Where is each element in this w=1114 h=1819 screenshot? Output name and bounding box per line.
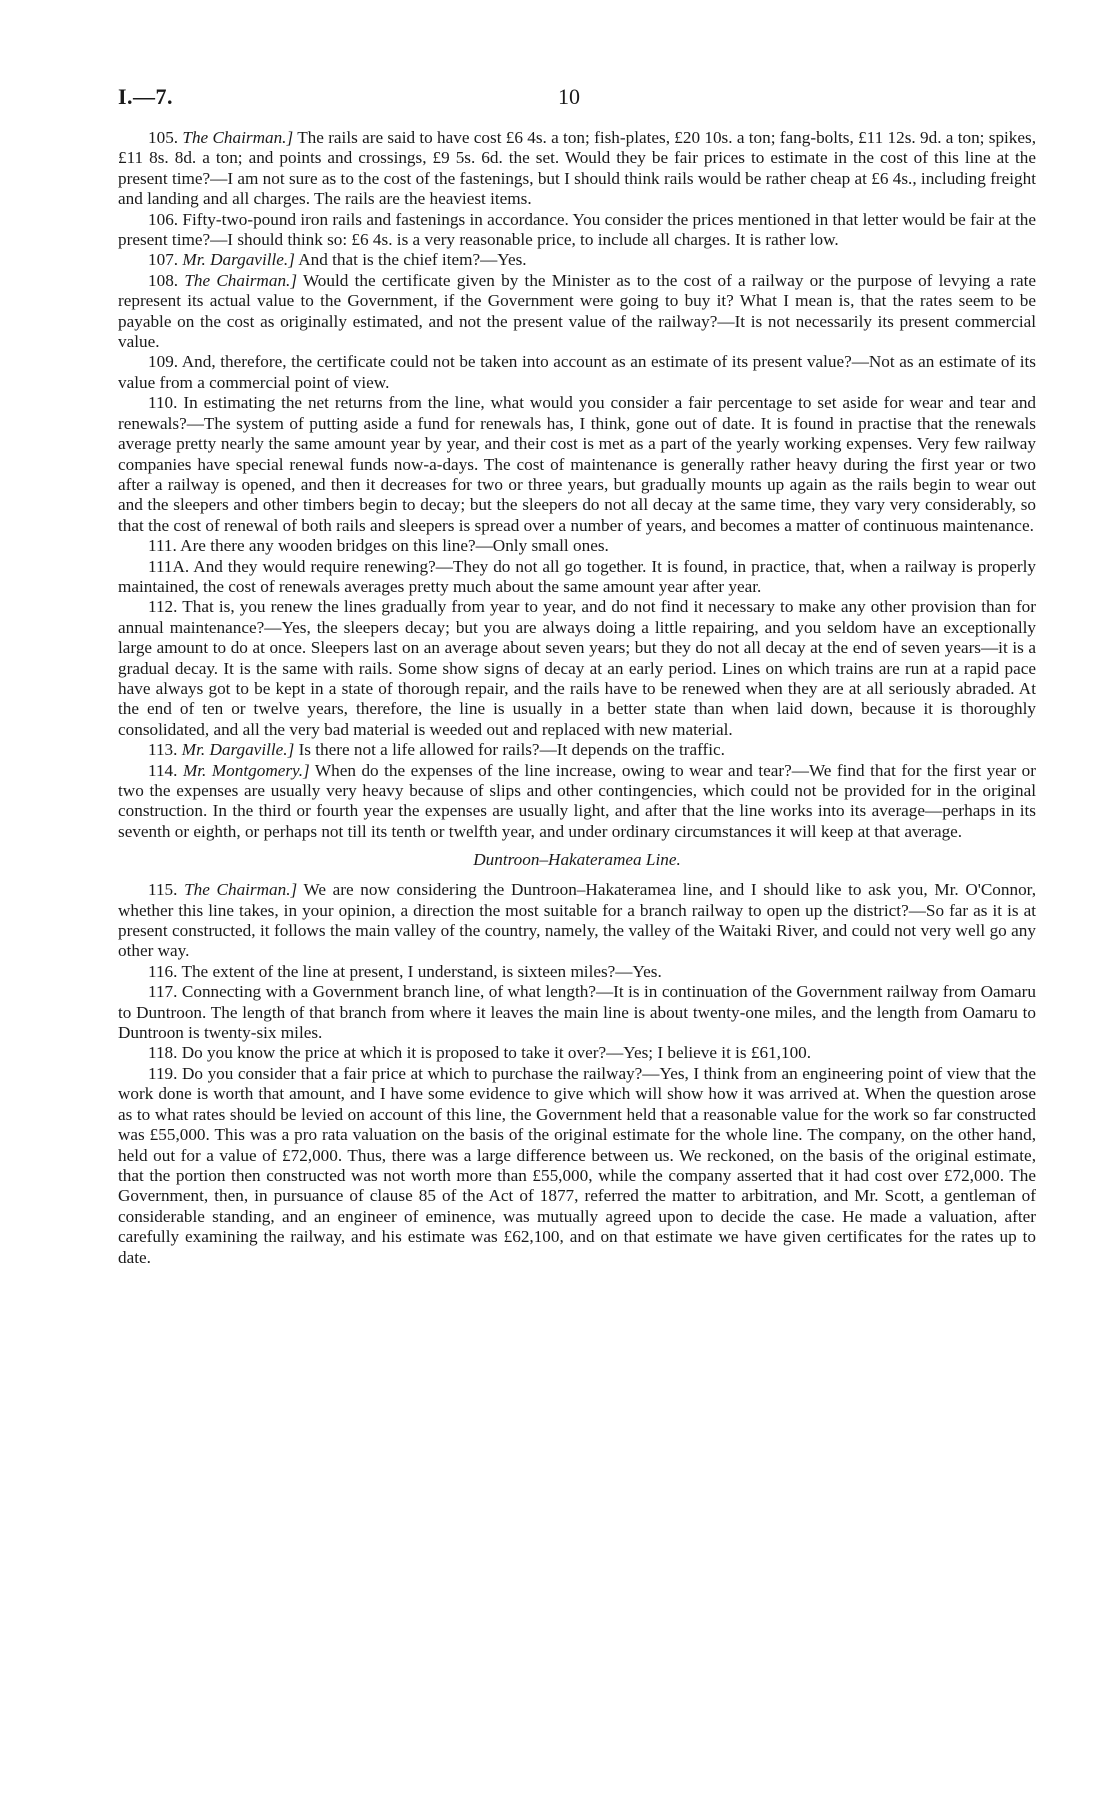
speaker-name: The Chairman.] (182, 128, 294, 147)
paragraph (118, 271, 1036, 353)
question-number: 116. (148, 961, 178, 981)
paragraph-text: And, therefore, the certificate could not be taken into account as an estimate of its present value?—Not as an estimate of its value from a commercial point of view. (118, 352, 1036, 392)
paragraph-text: Fifty-two-pound iron rails and fastenings in accordance. You consider the prices mentioned in that letter would be fair at the present time?—I should think so: £6 4s. is a very reasonable price, to include all charges. It is rather low. (118, 209, 1037, 250)
paragraph (118, 761, 1036, 843)
page-header (118, 84, 1036, 114)
question-number: 111. (148, 536, 177, 556)
paragraph-text: Connecting with a Government branch line, of what length?—It is in continuation of the Government railway from Oamaru to Duntroon. The length of that branch from where it leaves the main line is about twenty-one miles, and the length from Oamaru to Duntroon is twenty-six miles. (118, 982, 1036, 1043)
paragraph (118, 880, 1036, 962)
paragraph-text: And they would require renewing?—They do not all go together. It is found, in practice, that, when a railway is properly maintained, the cost of renewals averages pretty much about the same amount year after year. (118, 556, 1036, 596)
paragraph-text: When do the expenses of the line increase, owing to wear and tear?—We find that for the first year or two the expenses are usually very heavy because of slips and other contingencies, which could not be provided for in the original construction. In the third or fourth year the expenses are usually light, and after that the line works into its average—perhaps in its seventh or eighth, or perhaps not till its tenth or twelfth year, and under ordinary circumstances it will keep at that average. (118, 760, 1036, 841)
speaker-name: Mr. Dargaville.] (181, 740, 295, 760)
question-number: 106. (148, 209, 179, 229)
question-number: 112. (148, 597, 178, 617)
paragraph-text: And that is the chief item?—Yes. (298, 250, 527, 270)
question-number: 118. (148, 1043, 178, 1063)
paragraph (118, 1064, 1036, 1268)
page-number: 10 (558, 84, 580, 109)
paragraph-text: Do you consider that a fair price at which to purchase the railway?—Yes, I think from an engineering point of view that the work done is worth that amount, and I have some evidence to give which will show how it was arrived at. When the question arose as to what rates should be levied on account of this line, the Government held that a reasonable value for the work so far constructed was £55,000. This was a pro rata valuation on the basis of the original estimate for the whole line. The company, on the other hand, held out for a value of £72,000. Thus, there was a large difference between us. We reckoned, on the basis of the original estimate, that the portion then constructed was not worth more than £55,000, while the company asserted that it had cost over £72,000. The Government, then, in pursuance of clause 85 of the Act of 1877, referred the matter to arbitration, and Mr. Scott, a gentleman of considerable standing, and an engineer of eminence, was mutually agreed upon to decide the case. He made a valuation, after carefully examining the railway, and his estimate was £62,100, and on that estimate we have given certificates for the rates up to date. (118, 1063, 1036, 1267)
question-number: 114. (148, 760, 178, 780)
paragraph-text: Do you know the price at which it is proposed to take it over?—Yes; I believe it is £61,100. (181, 1043, 812, 1063)
question-number: 107. (148, 250, 179, 270)
speaker-name: Mr. Montgomery.] (182, 760, 310, 780)
paragraph-text: We are now considering the Duntroon–Hakateramea line, and I should like to ask you, Mr. O'Connor, whether this line takes, in your opinion, a direction the most suitable for a branch railway to open up the district?—So far as it is at present constructed, it follows the main valley of the country, namely, the valley of the Waitaki River, and could not very well go any other way. (118, 880, 1036, 961)
question-number: 105. (148, 128, 179, 147)
document-page (118, 84, 1036, 1268)
paragraph (118, 128, 1036, 210)
paragraph (118, 210, 1036, 251)
speaker-name: The Chairman.] (184, 880, 298, 900)
question-number: 109. (148, 352, 179, 372)
question-number: 117. (148, 982, 178, 1002)
paragraph (118, 250, 1036, 270)
paragraph-text: In estimating the net returns from the line, what would you consider a fair percentage to set aside for wear and tear and renewals?—The system of putting aside a fund for renewals has, I think, gone out of date. It is found in practise that the renewals average pretty nearly the same amount year by year, and their cost is met as a part of the yearly working expenses. Very few railway companies have special renewal funds now-a-days. The cost of maintenance is generally rather heavy during the first year or two after a railway is opened, and then it decreases for two or three years, but gradually mounts up again as the rails begin to wear out and the sleepers and other timbers begin to decay; but the sleepers do not all decay at the same time, they vary very considerably, so that the cost of renewal of both rails and sleepers is spread over a number of years, and becomes a matter of continuous maintenance. (118, 393, 1037, 535)
paragraph (118, 982, 1036, 1043)
question-number: 110. (148, 393, 178, 413)
question-number: 108. (148, 270, 179, 290)
paragraph (118, 962, 1036, 982)
question-number: 119. (148, 1063, 178, 1083)
speaker-name: The Chairman.] (184, 270, 298, 290)
paragraph-text: The extent of the line at present, I understand, is sixteen miles?—Yes. (181, 961, 662, 981)
paragraphs-after-heading (118, 880, 1036, 1268)
question-number: 115. (148, 880, 178, 900)
paragraph (118, 597, 1036, 740)
speaker-name: Mr. Dargaville.] (182, 250, 295, 270)
paragraph (118, 1043, 1036, 1063)
paragraph (118, 536, 1036, 556)
paragraph-text: The rails are said to have cost £6 4s. a ton; fish-plates, £20 10s. a ton; fang-bolts, £11 12s. 9d. a ton; spikes, £11 8s. 8d. a ton; and points and crossings, £9 5s. 6d. the set. Would they be fair prices to estimate in the cost of this line at the present time?—I am not sure as to the cost of the fastenings, but I should think rails would be rather cheap at £6 4s., including freight and landing and all charges. The rails are the heaviest items. (118, 128, 1037, 209)
paragraph (118, 740, 1036, 760)
body-text (118, 128, 1036, 1268)
paragraph (118, 557, 1036, 598)
paragraph (118, 393, 1036, 536)
paragraph-text: That is, you renew the lines gradually from year to year, and do not find it necessary to make any other provision than for annual maintenance?—Yes, the sleepers decay; but you are always doing a little repairing, and you seldom have an exceptionally large amount to do at once. Sleepers last on an average about seven years; but they do not all decay at the end of seven years—it is a gradual decay. It is the same with rails. Some show signs of decay at an early period. Lines on which trains are run at a rapid pace have always got to be kept in a state of thorough repair, and the rails have to be renewed when they are at all seriously abraded. At the end of ten or twelve years, therefore, the line is usually in a better state than when laid down, because it is thoroughly consolidated, and all the very bad material is weeded out and replaced with new material. (118, 597, 1036, 739)
section-heading: Duntroon–Hakateramea Line. (473, 850, 681, 870)
paragraph-text: Is there not a life allowed for rails?—It depends on the traffic. (298, 740, 725, 760)
paragraph-text: Are there any wooden bridges on this line?—Only small ones. (180, 536, 609, 556)
paragraph (118, 352, 1036, 393)
paragraphs-before-heading (118, 128, 1036, 842)
document-reference: I.—7. (118, 84, 174, 109)
paragraph-text: Would the certificate given by the Minister as to the cost of a railway or the purpose of levying a rate represent its actual value to the Government, if the Government were going to buy it? What I mean is, that the rates seem to be payable on the cost as originally estimated, and not the present value of the railway?—It is not necessarily its present commercial value. (118, 270, 1037, 352)
question-number: 113. (148, 740, 178, 760)
question-number: 111A. (148, 556, 190, 576)
